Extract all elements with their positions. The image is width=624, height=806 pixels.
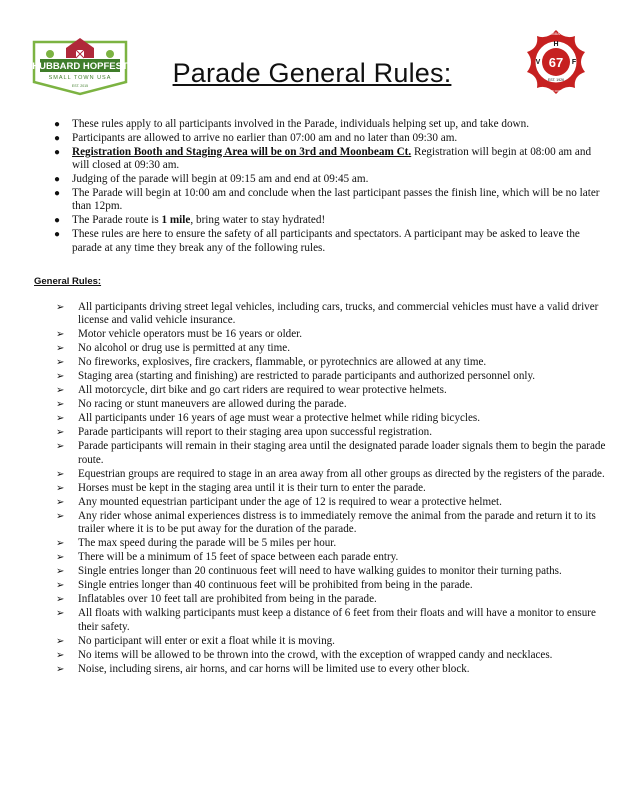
arrow-bullet-icon: ➢	[56, 510, 65, 522]
arrow-bullet-icon: ➢	[56, 538, 65, 550]
arrow-bullet-icon: ➢	[56, 635, 65, 647]
rule-text: All participants under 16 years of age must wear a protective helmet while riding bicycles.	[78, 412, 481, 425]
rule-text: All participants driving street legal vehicles, including cars, trucks, and commercial vehicles must have a valid driver license and valid vehicle insurance.	[78, 301, 599, 327]
bullet-text: The Parade route is	[72, 214, 162, 227]
list-item	[50, 132, 610, 145]
rule-text: No alcohol or drug use is permitted at any time.	[78, 342, 290, 355]
list-item	[56, 356, 611, 369]
rule-text: Noise, including sirens, air horns, and car horns will be limited use to every other block.	[78, 662, 470, 675]
bullet-text: Judging of the parade will begin at 09:15 am and end at 09:45 am.	[72, 173, 369, 186]
arrow-bullet-icon: ➢	[56, 441, 65, 453]
bullet-icon: ●	[54, 119, 61, 130]
list-item	[56, 593, 611, 606]
rule-text: No items will be allowed to be thrown into the crowd, with the exception of wrapped candy and necklaces.	[78, 648, 553, 661]
list-item	[56, 468, 611, 481]
list-item	[56, 649, 611, 662]
fire-logo-number: 67	[548, 55, 564, 70]
list-item	[56, 510, 611, 537]
list-item	[56, 496, 611, 509]
arrow-bullet-icon: ➢	[56, 580, 65, 592]
bullet-text: Participants are allowed to arrive no earlier than 07:00 am and no later than 09:30 am.	[72, 131, 458, 144]
arrow-bullet-icon: ➢	[56, 329, 65, 341]
list-item	[56, 482, 611, 495]
arrow-bullet-icon: ➢	[56, 357, 65, 369]
list-item	[56, 607, 611, 634]
rule-text: Parade participants will remain in their staging area until the designated parade loader signals them to begin the parade route.	[78, 440, 606, 466]
list-item	[56, 328, 611, 341]
arrow-bullet-icon: ➢	[56, 552, 65, 564]
list-item	[50, 214, 610, 227]
arrow-bullet-icon: ➢	[56, 594, 65, 606]
bullet-text: , bring water to stay hydrated!	[190, 214, 326, 227]
list-item	[56, 565, 611, 578]
bullet-icon: ●	[54, 146, 61, 158]
list-item	[50, 187, 610, 214]
fire-logo-est: EST. 1926	[547, 78, 565, 82]
arrow-bullet-icon: ➢	[56, 468, 65, 480]
arrow-bullet-icon: ➢	[56, 427, 65, 439]
bullet-icon: ●	[54, 215, 61, 227]
list-item	[56, 412, 611, 425]
arrow-bullet-icon: ➢	[56, 399, 65, 411]
hopfest-logo-text: HUBBARD HOPFEST	[32, 61, 128, 72]
rule-text: Equestrian groups are required to stage in an area away from all other groups as directed by the registers of the parade.	[78, 467, 605, 480]
list-item	[56, 301, 611, 328]
rule-text: All motorcycle, dirt bike and go cart riders are required to wear protective helmets.	[78, 384, 447, 397]
rule-text: Single entries longer than 40 continuous feet will be prohibited from being in the parade.	[78, 579, 473, 592]
list-item	[56, 663, 611, 676]
list-item	[56, 537, 611, 550]
bullet-icon: ●	[54, 229, 61, 241]
general-rules-heading: General Rules:	[34, 276, 102, 287]
bullet-text: The Parade will begin at 10:00 am and conclude when the last participant passes the finish line, which will be no later than 12pm.	[72, 187, 600, 213]
bullet-icon: ●	[54, 188, 61, 200]
rule-text: Single entries longer than 20 continuous feet will need to have walking guides to monitor their turning paths.	[78, 565, 562, 578]
rule-text: Motor vehicle operators must be 16 years or older.	[78, 328, 302, 341]
rule-text: Staging area (starting and finishing) are restricted to parade participants and authorized personnel only.	[78, 370, 536, 383]
page-title: Parade General Rules:	[172, 58, 452, 88]
general-rules-list	[56, 301, 611, 677]
list-item	[56, 398, 611, 411]
bullet-text: These rules apply to all participants involved in the Parade, individuals helping set up, and take down.	[72, 118, 530, 130]
list-item	[56, 342, 611, 355]
rule-text: Horses must be kept in the staging area until it is their turn to enter the parade.	[78, 481, 426, 494]
arrow-bullet-icon: ➢	[56, 663, 65, 675]
rule-text: Any mounted equestrian participant under the age of 12 is required to wear a protective helmet.	[78, 495, 502, 508]
arrow-bullet-icon: ➢	[56, 482, 65, 494]
fire-logo-ring-top: HUBBARD	[547, 32, 565, 36]
arrow-bullet-icon: ➢	[56, 649, 65, 661]
fire-logo-ring-bottom: VOLUNTEER FIREFIGHTERS	[535, 89, 577, 93]
bullet-icon: ●	[54, 174, 61, 186]
list-item	[56, 579, 611, 592]
rule-text: All floats with walking participants must keep a distance of 6 feet from their floats and will have a monitor to ensure their safety.	[78, 607, 596, 633]
arrow-bullet-icon: ➢	[56, 608, 65, 620]
fire-logo-letter-h: H	[553, 41, 559, 48]
rule-text: No fireworks, explosives, fire crackers, flammable, or pyrotechnics are allowed at any time.	[78, 356, 487, 369]
rule-text: Any rider whose animal experiences distress is to immediately remove the animal from the parade and return it to its trailer where it is to be put away for the duration of the parade.	[78, 509, 596, 536]
fire-logo-letter-v: V	[535, 59, 541, 66]
arrow-bullet-icon: ➢	[56, 302, 65, 313]
rule-text: No racing or stunt maneuvers are allowed during the parade.	[78, 398, 347, 411]
registration-location: Registration Booth and Staging Area will be on 3rd and Moonbeam Ct.	[72, 145, 412, 158]
fire-logo-letter-f: F	[571, 59, 577, 66]
bullet-text: Registration will begin at 08:00 am and will closed at 09:30 am.	[72, 145, 592, 172]
list-item	[56, 440, 611, 467]
list-item	[50, 173, 610, 186]
list-item	[56, 370, 611, 383]
rule-text: No participant will enter or exit a float while it is moving.	[78, 634, 335, 647]
rule-text: There will be a minimum of 15 feet of space between each parade entry.	[78, 551, 399, 564]
list-item	[56, 384, 611, 397]
list-item	[56, 551, 611, 564]
arrow-bullet-icon: ➢	[56, 343, 65, 355]
route-length: 1 mile	[161, 214, 191, 227]
rule-text: Inflatables over 10 feet tall are prohibited from being in the parade.	[78, 593, 377, 606]
intro-bullet-list	[50, 118, 610, 256]
arrow-bullet-icon: ➢	[56, 496, 65, 508]
rule-text: Parade participants will report to their staging area upon successful registration.	[78, 426, 432, 439]
rule-text: The max speed during the parade will be 5 miles per hour.	[78, 537, 337, 550]
hopfest-logo-subtext: SMALL TOWN USA	[48, 75, 112, 81]
hopfest-logo-est: EST. 2015	[71, 84, 89, 88]
bullet-text: These rules are here to ensure the safety of all participants and spectators. A participant may be asked to leave the parade at any time they break any of the following rules.	[72, 228, 580, 254]
arrow-bullet-icon: ➢	[56, 566, 65, 578]
list-item	[56, 635, 611, 648]
list-item	[50, 146, 610, 173]
arrow-bullet-icon: ➢	[56, 385, 65, 397]
list-item	[50, 118, 610, 131]
list-item	[56, 426, 611, 439]
list-item	[50, 228, 610, 255]
arrow-bullet-icon: ➢	[56, 413, 65, 425]
arrow-bullet-icon: ➢	[56, 371, 65, 383]
bullet-icon: ●	[54, 132, 61, 144]
